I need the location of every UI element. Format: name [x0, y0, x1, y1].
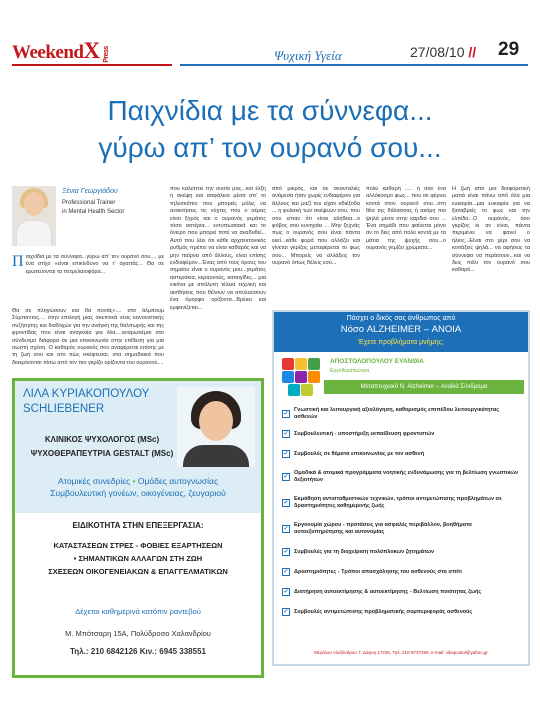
weekend-press-logo: WeekendX Press — [12, 38, 110, 63]
service-item: ✓ Εργονομία χώρου - προτάσεις για ασφαλές περιβάλλον, βοηθήματα αυτοεξυπηρέτησης και αυτονομίας — [283, 522, 472, 535]
article-column-3: από μικρός, και σε σκανταλιές ανάμεσα ήταν χωρίς ενδιαφέρον για άλλους και μαζί του είχαν αδιέξοδα ... η φυλακή των σκέψεών σου, που σου είπαν ότι είναι αλήθεια...ο φόβος σου κυνηγάει ... Μην ξεχνάς πως ο ουρανός σου είναι πάντα εκεί...κάθε φορά που αλλάζει και γίνεται γκρίζος μεταφέρεται το φως σου... Μπορείς να αλλάξεις τον ουρανό όπως θέλεις εσύ... — [272, 186, 360, 267]
article-title: Παιχνίδια με τα σύννεφα... γύρω απ’ τον ουρανό σου... — [98, 95, 442, 163]
check-icon: ✓ — [283, 431, 289, 437]
article-column-1-continued: Θα σε πληγώσουν και θα πονάς».... στο άλμπουμ Σύμπαντος.... στην επιλογή μιας σκεπτικά νέας κανονιστικής συζήτησης και διαδοχών για την ανάγκη της θαλπωρής και της φροντίδας που είναι αναγκαία για όλα....αναρωτιέμαι στο σύνδεσμο διάφορα σε μια επικοινωνία στην επίθεση για μια σωστή σχέση. Ο καθαρός ουρανός σου αναφέρεται επίσης με τη ζωή σου και στο πώς σκέφτεσαι, στα σημαδιακά που διακρίνονται πίσω από τον πιο γκρίζο ορίζοντα του ουρανού.... — [12, 308, 164, 366]
author-name: Ξένια Γεωργιάδου — [62, 188, 118, 195]
therapist-role: Εργοθεραπεύτρια — [330, 368, 370, 374]
check-icon: ✓ — [283, 411, 289, 417]
author-photo — [12, 186, 56, 246]
specialty-list — [15, 539, 261, 578]
office-phone: Τηλ.: 210 6842126 Κιν.: 6945 338551 — [70, 647, 206, 656]
office-address: Μ. Μπότσαρη 15Α, Πολύδροσο Χαλανδρίου — [65, 629, 211, 638]
psychologist-ad-header — [15, 381, 261, 513]
therapist-specialty-bar: Μεταπτυχιακό Ν. Alzheimer – Ανοϊκά Σύνδρομα — [324, 380, 524, 394]
check-icon: ✓ — [283, 589, 289, 595]
article-column-2: που καλύπτει την ουσία μας...και έλξη η σκέψη και ασφάλεια μέσα απ’ το τηλεσκόπιο που μπορείς μόλις να ανακτήσεις τις νύχτες που ο αέρας είναι ξηρός και ο ουρανός γεμάτος τόσο αστέρια... εντυπωσιακά και το όνειρο που μπορεί ποτέ να αναδυθεί... Αυτό που λέει ότι κάθε αρχιτεκτονικός ρυθμός πρέπει να είναι καθαρός και να μην παίρνει από άλλους, είναι επίσης ενδιαφέρον...Ένας από τους όρους του σημείου είναι ο ουρανός μου...γεμάτος αστεράκια, κεραυνούς, καταιγίδες... μια εικόνα με απόλυτη τέλεια τεχνική και αισθήσεις που θέλουν να απολαύσουν ένα όμορφο ορίζοντα...Βρέκει και εμφανίζεται... — [170, 186, 266, 311]
contact-footer: Μεγάλου Αλεξάνδρου 7, Δάφνη 17235, Τηλ: 210-9737290, e-mail: vikapostol@yahoo.gr — [314, 650, 488, 655]
check-icon: ✓ — [283, 609, 289, 615]
check-icon: ✓ — [283, 474, 289, 480]
check-icon: ✓ — [283, 549, 289, 555]
article-column-4: πολύ καθαρή ..... ή σαν ένα αλλόκοσμο φως... που σε φέρνει κοντά στον ουρανό σου...στη θέα της θάλασσας ή ακόμη πιο ψηλά μέσα στην καρδιά σου ... Ένα σημάδι που φαίνεται μόνο αν το δεις από πολύ κοντά με τα μάτια της ψυχής σου...ο ουρανός γεμίζει χρώματα... — [366, 186, 446, 252]
service-item: ✓ Ομαδικά & ατομικά προγράμματα νοητικής ενδυνάμωσης για τη βελτίωση γνωστικών δεξιοτήτων — [283, 470, 519, 483]
page-header — [12, 36, 528, 66]
psychologist-services: Ατομικές συνεδρίες • Ομάδες αυτογνωσίας Συμβουλευτική γονέων, οικογένειας, ζευγαριού — [50, 476, 226, 498]
psychologist-name: ΛΙΛΑ ΚΥΡΙΑΚΟΠΟΥΛΟΥ SCHLIEBENER — [23, 388, 150, 415]
specialty-item: • ΣΗΜΑΝΤΙΚΩΝ ΑΛΛΑΓΩΝ ΣΤΗ ΖΩΗ — [73, 554, 203, 563]
service-item: ✓ Γνωστική και λειτουργική αξιολόγηση, καθορισμός επιπέδου λειτουργικότητας ασθενών — [283, 407, 500, 420]
page-number: 29 — [498, 39, 520, 60]
alzheimer-ad — [272, 310, 530, 666]
appointment-note: Δέχεται καθημερινά κατόπιν ραντεβού — [75, 607, 201, 616]
therapist-name: ΑΠΟΣΤΟΛΟΠΟΥΛΟΥ ΕΥΑΝΘΙΑ — [330, 358, 424, 365]
service-item: ✓ Διατήρηση αυτοεκτίμησης & αυτοεκτίμησης - Βελτίωση ποιότητας ζωής — [283, 588, 482, 595]
check-icon: ✓ — [283, 451, 289, 457]
section-name: Ψυχική Υγεία — [274, 48, 342, 63]
specialty-item: ΣΧΕΣΕΩΝ ΟΙΚΟΓΕΝΕΙΑΚΩΝ & ΕΠΑΓΓΕΛΜΑΤΙΚΩΝ — [48, 567, 228, 576]
service-item: ✓ Δραστηριότητες - Τρόποι απασχόλησης του ασθενούς στο σπίτι — [283, 568, 462, 575]
service-item: ✓ Συμβουλές αντιμετώπισης προβληματικής συμπεριφοράς ασθενούς — [283, 608, 473, 615]
puzzle-icon — [282, 358, 320, 398]
service-item: ✓ Συμβουλές για τη διαχείριση πολύπλοκων ζητημάτων — [283, 548, 435, 555]
service-item: ✓ Εκμάθηση αντισταθμιστικών τεχνικών, τρόποι αντιμετώπισης προβλημάτων σε δραστηριότητες καθημερινής ζωής — [283, 496, 502, 509]
check-icon: ✓ — [283, 500, 289, 506]
specialty-item: ΚΑΤΑΣΤΑΣΕΩΝ ΣΤΡΕΣ - ΦΟΒΙΕΣ ΕΞΑΡΤΗΣΕΩΝ — [53, 541, 223, 550]
check-icon: ✓ — [283, 526, 289, 532]
header-rule-blue — [180, 64, 528, 66]
drop-cap: Π — [12, 254, 24, 270]
author-role: Professional Trainer in Mental Health Sector — [62, 200, 125, 215]
check-icon: ✓ — [283, 569, 289, 575]
service-item: ✓ Συμβουλές σε θέματα επικοινωνίας με τον ασθενή — [283, 450, 425, 457]
specialty-heading: ΕΙΔΙΚΟΤΗΤΑ ΣΤΗΝ ΕΠΕΞΕΡΓΑΣΙΑ: — [72, 521, 204, 530]
service-item: ✓ Συμβουλευτική - υποστήριξη εκπαίδευση φροντιστών — [283, 430, 435, 437]
psychologist-titles: ΚΛΙΝΙΚΟΣ ΨΥΧΟΛΟΓΟΣ (MSc) ΨΥΧΟΘΕΡΑΠΕΥΤΡΙΑ GESTALT (MSc) — [30, 435, 174, 458]
article-column-1: Παιχνίδια με τα σύννεφα...γύρω απ’ τον ουρανό σου.... με ένα στίχο «είναι επικίνδυνο να τ’ αγαπάς... Θα σε ερωτεύονται τα πετρελαιοφόρα... — [12, 254, 164, 275]
issue-date: 27/08/10 // — [410, 44, 477, 60]
header-rule-red — [12, 64, 172, 66]
alzheimer-ad-header: Πάσχει ο δικός σας άνθρωπος από Νόσο ALZHEIMER – ΑΝΟΙΑ Έχετε προβλήματα μνήμης; — [274, 312, 528, 352]
article-column-5: Η ζωή από μια διαφορετική ματιά είναι πάνω από όλα μια ευκαιρία...μια ευκαιρία για να ξαναβρείς το φως και την ελπίδα...Ο ουρανός, όσο γκρίζος κι αν είναι, πάντα περιμένει να φανεί ο ήλιος...Είναι στο χέρι σου να κοιτάξεις ψηλά... να αφήσεις τα σύννεφα να περάσουν...και να δεις πάλι τον ουρανό σου καθαρό... — [452, 186, 530, 274]
psychologist-photo — [177, 387, 255, 467]
services-list — [282, 404, 520, 622]
psychologist-ad — [12, 378, 264, 678]
